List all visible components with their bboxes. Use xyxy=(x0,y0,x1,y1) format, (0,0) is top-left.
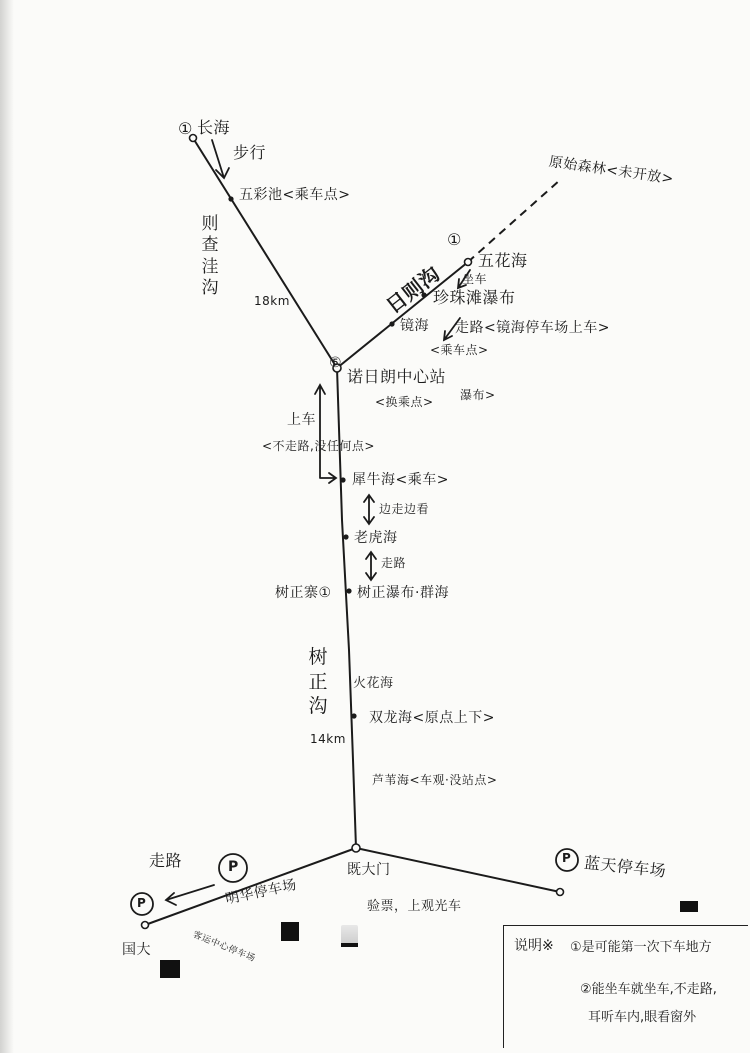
redaction-block xyxy=(160,960,180,978)
legend-item-1: ①是可能第一次下车地方 xyxy=(570,940,712,955)
shuzhenggou-route-name: 树正沟 xyxy=(308,646,328,718)
rizegou-route-name: 日则沟 xyxy=(381,261,445,319)
jinghai-pickup: <乘车点> xyxy=(430,343,489,357)
junction-label: 诺日朗中心站 xyxy=(347,367,447,386)
gate-note: 验票，上观光车 xyxy=(367,898,462,913)
stop-dot-laohuhai xyxy=(343,534,348,539)
stop-dot-shuanglonghai xyxy=(351,713,356,718)
walk-note-trunk: 走路 xyxy=(381,556,407,570)
passenger-parking-label: 客运中心停车场 xyxy=(191,930,257,965)
jinghai-label: 镜海 xyxy=(400,318,429,334)
zechawagou-route-name: 则查洼沟 xyxy=(201,214,219,298)
legend-item-2: ②能坐车就坐车,不走路, xyxy=(580,982,717,997)
shuzhenggou-length: 14km xyxy=(310,732,346,746)
laohuhai-label: 老虎海 xyxy=(354,530,398,546)
ride-note-wuhuahai: 坐车 xyxy=(462,272,488,286)
junction-marker: ⑤ xyxy=(329,355,343,371)
xiniuhai-label: 犀牛海<乘车> xyxy=(352,472,449,488)
zhenzhutan-label: 珍珠滩瀑布 xyxy=(433,288,516,307)
guoda-label: 国大 xyxy=(122,942,151,958)
double-arrow-laohuhai xyxy=(366,552,376,580)
forest-dashed-line xyxy=(468,180,560,262)
gate-label: 既大门 xyxy=(347,862,391,878)
parking-letter-minghua: P xyxy=(228,859,239,875)
guoda-ring xyxy=(142,922,149,929)
stop-dot-shuzheng xyxy=(346,588,351,593)
legend-title: 说明※ xyxy=(514,938,554,954)
zechawagou-length: 18km xyxy=(254,294,290,308)
legend-item-2-cont: 耳听车内,眼看窗外 xyxy=(588,1010,697,1025)
stop-dots xyxy=(228,196,426,718)
redaction-block xyxy=(341,925,358,947)
parking-letter-lantian: P xyxy=(562,851,572,865)
walk-note-changhai: 步行 xyxy=(233,143,267,162)
forest-label: 原始森林<未开放> xyxy=(547,154,675,188)
walk-look-note: 边走边看 xyxy=(379,502,430,516)
stop-dot-jinghai xyxy=(389,321,394,326)
stop-dot-xiniuhai xyxy=(340,477,345,482)
walk-note-bottom: 走路 xyxy=(149,851,183,870)
legend-box xyxy=(503,925,748,1048)
lantian-parking-label: 蓝天停车场 xyxy=(583,853,668,881)
transfer-note: <换乘点> xyxy=(375,395,434,409)
wuhuahai-label: 五花海 xyxy=(478,251,528,270)
board-note: 上车 xyxy=(287,412,316,428)
double-arrow-xiniuhai xyxy=(364,495,374,524)
redaction-block xyxy=(680,901,698,912)
stop-dot-wucaichi xyxy=(228,196,233,201)
wucaichi-label: 五彩池<乘车点> xyxy=(239,187,351,203)
parking-letter-guoda: P xyxy=(137,896,147,910)
changhai-marker: ① xyxy=(178,119,193,138)
walk-note-jinghai: 走路<镜海停车场上车> xyxy=(455,320,610,336)
shuzheng-falls-label: 树正瀑布·群海 xyxy=(357,585,449,601)
minghua-parking-label: 明华停车场 xyxy=(224,876,299,908)
waterfall-note: 瀑布> xyxy=(460,388,496,402)
huohuahai-label: 火花海 xyxy=(353,675,394,690)
no-walk-note: <不走路,没任何点> xyxy=(262,439,375,453)
wuhuahai-marker: ① xyxy=(447,230,462,249)
terminal-wuhuahai-ring xyxy=(465,259,472,266)
gate-ring xyxy=(352,844,360,852)
shuzheng-village-label: 树正寨① xyxy=(275,585,332,601)
shuanglonghai-label: 双龙海<原点上下> xyxy=(369,710,495,726)
redaction-block xyxy=(281,922,299,941)
luweihai-label: 芦苇海<车观·没站点> xyxy=(372,773,498,787)
lantian-ring xyxy=(557,889,564,896)
double-arrow-board xyxy=(315,385,336,483)
changhai-label: 长海 xyxy=(197,118,231,137)
